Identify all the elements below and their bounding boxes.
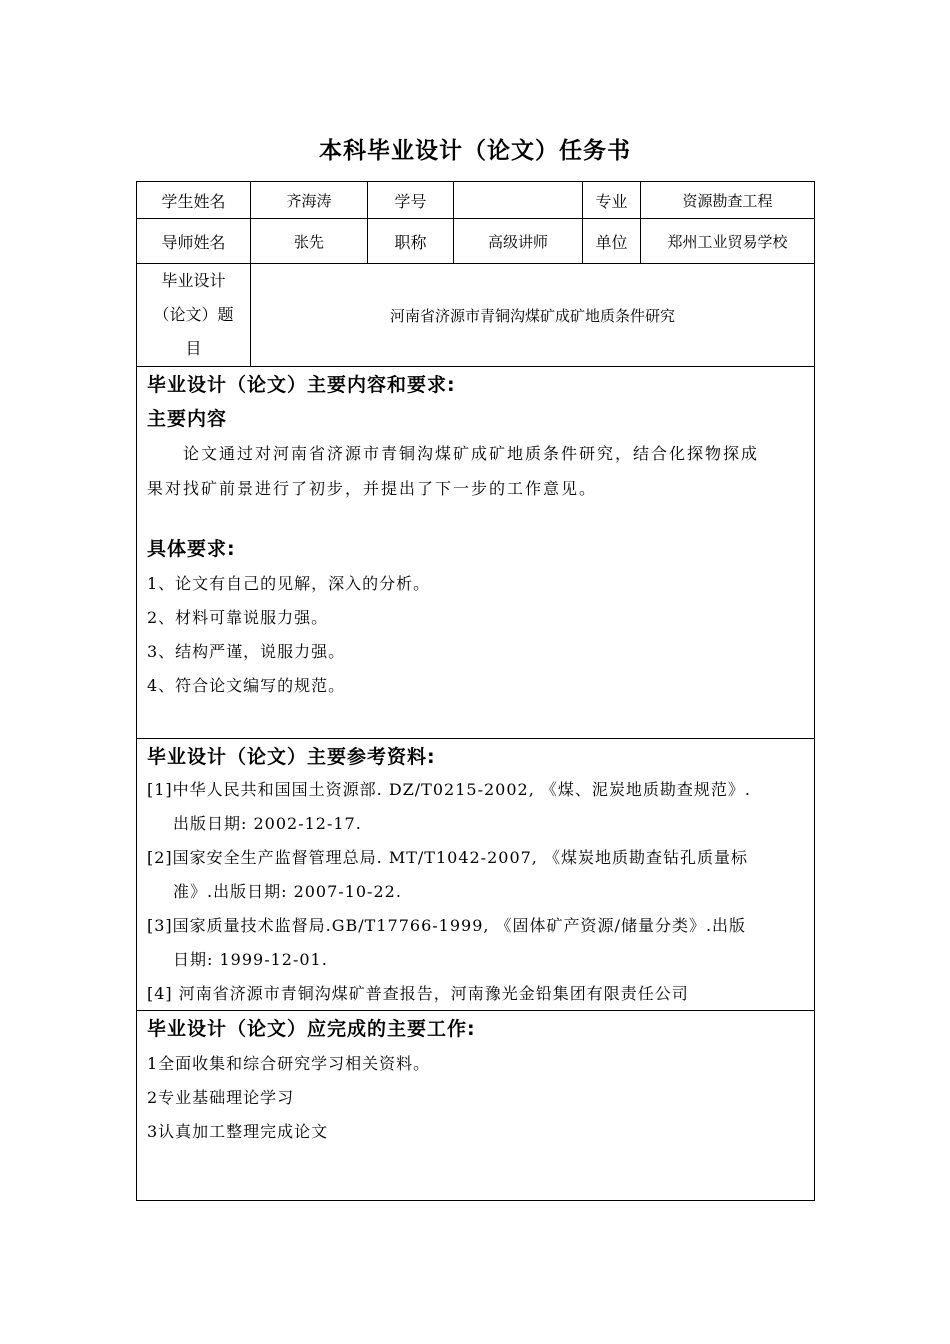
content-heading: 毕业设计（论文）主要内容和要求: [147, 374, 456, 396]
work-item: 3认真加工整理完成论文 [147, 1122, 329, 1141]
advisor-title-value: 高级讲师 [487, 232, 548, 251]
major-label: 专业 [595, 191, 628, 211]
advisor-title-label: 职称 [394, 232, 427, 252]
reference-item [147, 909, 812, 977]
work-item: 2专业基础理论学习 [147, 1088, 295, 1107]
major-value: 资源勘查工程 [682, 191, 773, 210]
student-id-label: 学号 [394, 191, 427, 211]
requirements-heading: 具体要求: [147, 538, 236, 560]
references-heading: 毕业设计（论文）主要参考资料: [147, 746, 436, 768]
work-heading: 毕业设计（论文）应完成的主要工作: [147, 1018, 476, 1040]
main-content-paragraph-cont: 果对找矿前景进行了初步，并提出了下一步的工作意见。 [147, 479, 598, 498]
work-item: 1全面收集和综合研究学习相关资料。 [147, 1054, 431, 1073]
reference-line-cont: 出版日期: 2002-12-17. [173, 814, 362, 833]
unit-label: 单位 [595, 232, 628, 252]
reference-line: [1]中华人民共和国国土资源部. DZ/T0215-2002, 《煤、泥炭地质勘查规范》. [147, 780, 751, 799]
reference-line-cont: 准》.出版日期: 2007-10-22. [173, 882, 402, 901]
main-content-paragraph: 论文通过对河南省济源市青铜沟煤矿成矿地质条件研究，结合化探物探成 [183, 444, 760, 463]
reference-line-cont: 日期: 1999-12-01. [173, 950, 328, 969]
advisor-value: 张先 [293, 232, 324, 251]
student-id-value [454, 182, 582, 218]
row-divider [137, 366, 814, 367]
content-section [147, 369, 812, 703]
student-name-label: 学生姓名 [161, 191, 226, 211]
requirement-item: 4、符合论文编写的规范。 [147, 676, 346, 695]
requirement-item: 3、结构严谨，说服力强。 [147, 642, 346, 661]
task-form-table [136, 181, 815, 1201]
reference-item [147, 977, 812, 1011]
reference-line: [4] 河南省济源市青铜沟煤矿普查报告，河南豫光金铅集团有限责任公司 [147, 984, 689, 1003]
references-section [147, 741, 812, 1011]
reference-item [147, 841, 812, 909]
work-section [147, 1013, 812, 1149]
student-name-value: 齐海涛 [286, 191, 332, 210]
reference-item [147, 773, 812, 841]
section-divider [137, 738, 814, 739]
topic-label: 毕业设计（论文）题目 [153, 271, 234, 358]
reference-line: [3]国家质量技术监督局.GB/T17766-1999, 《固体矿产资源/储量分类》.出版 [147, 916, 747, 935]
unit-value: 郑州工业贸易学校 [667, 232, 788, 251]
topic-value: 河南省济源市青铜沟煤矿成矿地质条件研究 [389, 306, 675, 325]
requirement-item: 1、论文有自己的见解，深入的分析。 [147, 574, 431, 593]
requirement-item: 2、材料可靠说服力强。 [147, 608, 329, 627]
reference-line: [2]国家安全生产监督管理总局. MT/T1042-2007, 《煤炭地质勘查钻孔质量标 [147, 848, 748, 867]
document-title: 本科毕业设计（论文）任务书 [319, 138, 631, 164]
main-content-heading: 主要内容 [147, 408, 228, 430]
advisor-label: 导师姓名 [161, 232, 226, 252]
